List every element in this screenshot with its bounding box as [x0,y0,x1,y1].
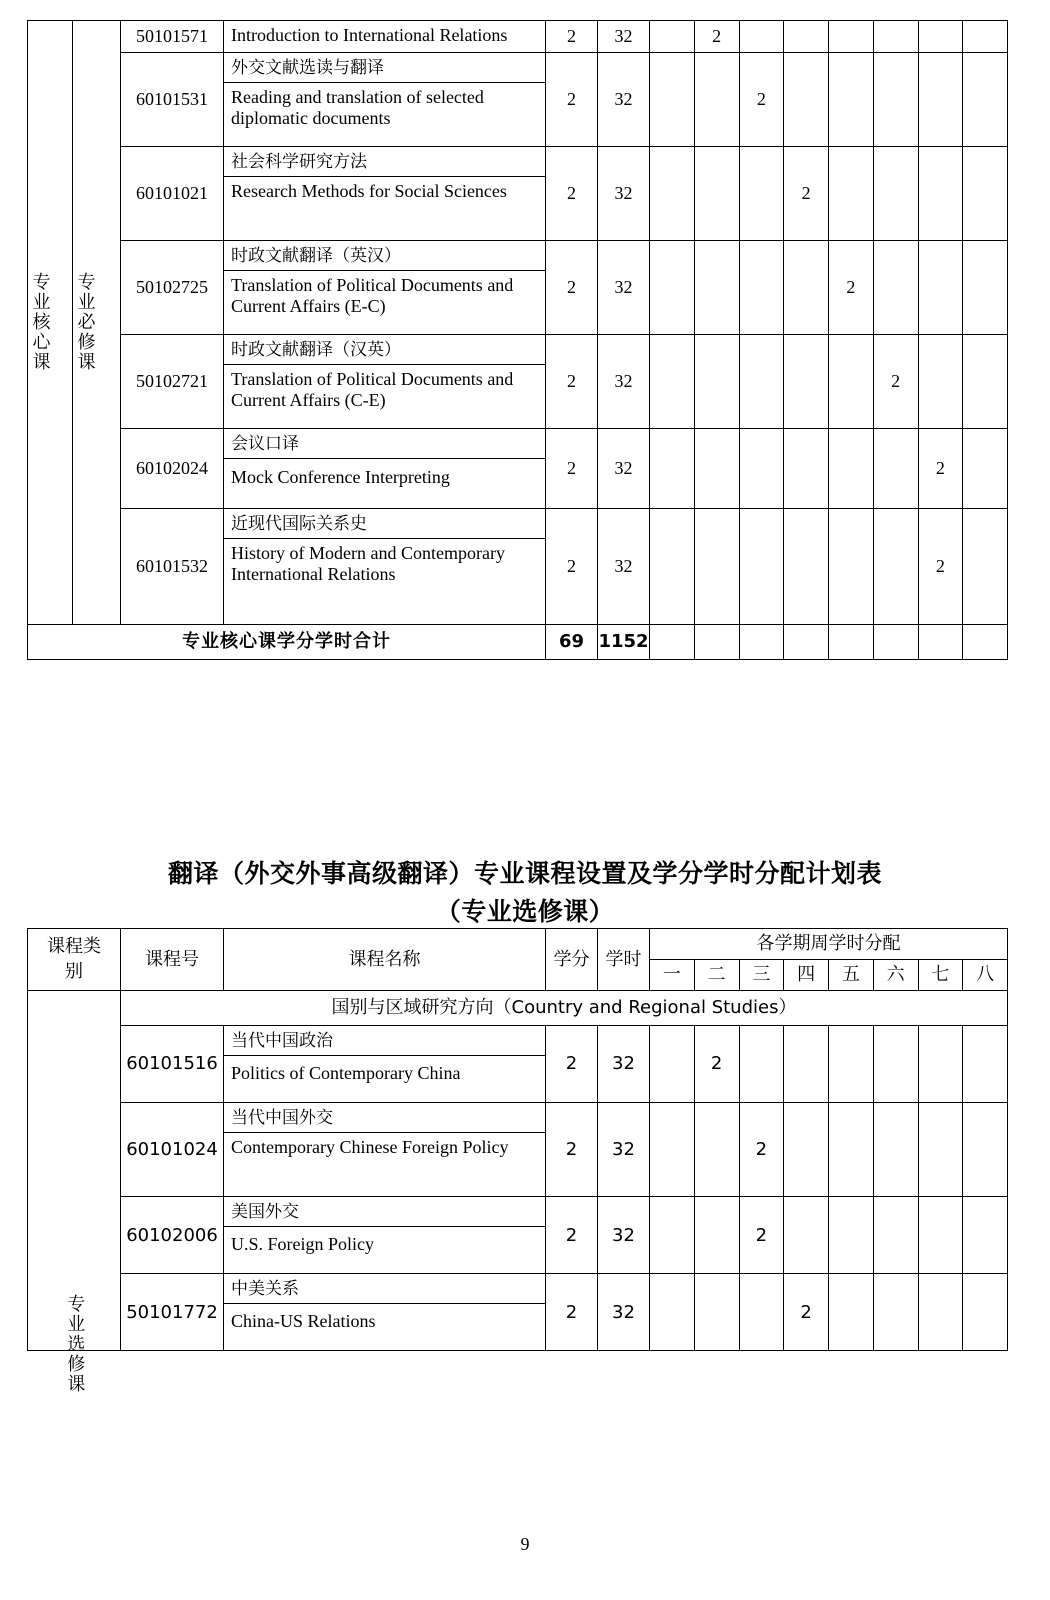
header-semester-group: 各学期周学时分配 [650,929,1008,960]
core-total-sem-4 [784,624,829,659]
course-name [224,21,546,53]
semester-1 [650,508,695,624]
course-name-en: Politics of Contemporary China [231,1063,461,1084]
course-credits: 2 [546,334,598,428]
semester-6 [873,428,918,508]
course-hours: 32 [598,334,650,428]
course-name-cn: 中美关系 [224,1274,545,1304]
section-heading [0,855,1050,930]
semester-7: 2 [918,428,963,508]
course-name-en: History of Modern and Contemporary International Relations [231,542,505,585]
core-total-sem-3 [739,624,784,659]
semester-5 [829,1197,874,1274]
core-total-sem-5 [829,624,874,659]
course-name-cn: 近现代国际关系史 [224,509,545,539]
course-code: 60101532 [121,508,224,624]
page-number: 9 [520,1534,530,1554]
semester-7 [918,1103,963,1197]
semester-3: 2 [739,1103,784,1197]
semester-3 [739,1026,784,1103]
course-credits: 2 [546,21,598,53]
semester-1 [650,1103,695,1197]
course-name-en: Contemporary Chinese Foreign Policy [231,1137,509,1158]
course-credits: 2 [546,52,598,146]
semester-1 [650,334,695,428]
course-name [224,52,546,146]
semester-6 [873,146,918,240]
core-category-cell [28,21,73,625]
course-name-en: Research Methods for Social Sciences [231,180,507,201]
semester-7 [918,1026,963,1103]
elective-header-row-1 [28,929,1008,960]
course-name-en: China-US Relations [231,1311,376,1332]
semester-3 [739,21,784,53]
semester-5 [829,1274,874,1351]
semester-4 [784,508,829,624]
course-code: 60102006 [121,1197,224,1274]
semester-6 [873,21,918,53]
course-hours: 32 [598,146,650,240]
elective-category-cell [28,991,121,1395]
course-name-en: Translation of Political Documents and Current Affairs (E-C) [231,274,514,317]
course-code: 60101516 [121,1026,224,1103]
core-total-hours: 1152 [598,624,650,659]
semester-6 [873,1026,918,1103]
semester-7 [918,52,963,146]
semester-7 [918,146,963,240]
semester-5 [829,334,874,428]
course-name-cn: 当代中国政治 [224,1026,545,1056]
course-hours: 32 [598,508,650,624]
semester-6 [873,52,918,146]
semester-1 [650,21,695,53]
direction-row [28,991,1008,1026]
semester-5 [829,21,874,53]
course-name-cn: 时政文献翻译（汉英） [224,335,545,365]
course-name [224,334,546,428]
semester-6 [873,508,918,624]
semester-3 [739,240,784,334]
table-row [28,334,1008,428]
table-row [28,1103,1008,1197]
core-subcategory-cell [73,21,121,625]
course-name-cn: 社会科学研究方法 [224,147,545,177]
semester-8 [963,1197,1008,1274]
semester-4 [784,428,829,508]
semester-4 [784,1197,829,1274]
core-total-label: 专业核心课学分学时合计 [28,624,546,659]
semester-1 [650,240,695,334]
course-name [224,1103,546,1197]
semester-7: 2 [918,508,963,624]
section-heading-line1: 翻译（外交外事高级翻译）专业课程设置及学分学时分配计划表 [167,859,882,888]
semester-6 [873,1197,918,1274]
course-credits: 2 [546,240,598,334]
semester-4 [784,52,829,146]
section-heading-line2: （专业选修课） [435,896,615,926]
course-hours: 32 [598,428,650,508]
core-total-sem-6 [873,624,918,659]
course-code: 50101571 [121,21,224,53]
course-credits: 2 [546,1103,598,1197]
course-name-cn: 美国外交 [224,1197,545,1227]
core-total-sem-1 [650,624,695,659]
course-name [224,508,546,624]
header-category [28,929,121,991]
course-hours: 32 [598,1197,650,1274]
course-hours: 32 [598,1026,650,1103]
course-hours: 32 [598,240,650,334]
semester-8 [963,1274,1008,1351]
course-credits: 2 [546,508,598,624]
semester-1 [650,428,695,508]
semester-2: 2 [694,21,739,53]
header-semester-6: 六 [873,960,918,991]
semester-4 [784,240,829,334]
semester-8 [963,1026,1008,1103]
course-credits: 2 [546,1274,598,1351]
course-name-cn: 外交文献选读与翻译 [224,53,545,83]
header-hours: 学时 [598,929,650,991]
core-total-sem-7 [918,624,963,659]
course-name-en: Reading and translation of selected diplomatic documents [231,86,484,129]
semester-5 [829,1026,874,1103]
course-name [224,146,546,240]
course-credits: 2 [546,1026,598,1103]
semester-2 [694,508,739,624]
table-row [28,1274,1008,1351]
semester-5: 2 [829,240,874,334]
semester-2 [694,334,739,428]
course-name-en: Mock Conference Interpreting [231,466,450,487]
table-row [28,428,1008,508]
semester-6 [873,1274,918,1351]
semester-8 [963,1103,1008,1197]
direction-heading: 国别与区域研究方向（Country and Regional Studies） [121,991,1008,1026]
course-code: 60101021 [121,146,224,240]
course-code: 50102725 [121,240,224,334]
semester-5 [829,146,874,240]
semester-1 [650,1197,695,1274]
course-name-en: Translation of Political Documents and Current Affairs (C-E) [231,368,514,411]
semester-2 [694,1274,739,1351]
header-semester-1: 一 [650,960,695,991]
header-code: 课程号 [121,929,224,991]
course-credits: 2 [546,1197,598,1274]
semester-2 [694,1197,739,1274]
course-name-cn: 会议口译 [224,429,545,459]
semester-8 [963,52,1008,146]
course-code: 50102721 [121,334,224,428]
header-semester-2: 二 [694,960,739,991]
header-credits: 学分 [546,929,598,991]
course-name [224,240,546,334]
table-row [28,1026,1008,1103]
course-name [224,428,546,508]
header-semester-3: 三 [739,960,784,991]
semester-6: 2 [873,334,918,428]
semester-6 [873,1103,918,1197]
course-code: 60102024 [121,428,224,508]
semester-7 [918,1197,963,1274]
semester-7 [918,1274,963,1351]
semester-4: 2 [784,146,829,240]
semester-1 [650,146,695,240]
semester-4: 2 [784,1274,829,1351]
header-semester-8: 八 [963,960,1008,991]
table-row [28,1197,1008,1274]
table-row [28,21,1008,53]
semester-5 [829,1103,874,1197]
semester-6 [873,240,918,334]
course-credits: 2 [546,146,598,240]
table-row [28,508,1008,624]
semester-8 [963,428,1008,508]
semester-2 [694,240,739,334]
course-hours: 32 [598,52,650,146]
course-name-cn: 当代中国外交 [224,1103,545,1133]
semester-1 [650,52,695,146]
semester-2 [694,1103,739,1197]
core-subcategory-label: 专业必修课 [74,272,96,373]
core-category-label: 专业核心课 [29,272,51,373]
course-name [224,1026,546,1103]
header-category-label: 课程类别 [47,936,101,982]
table-row [28,146,1008,240]
semester-2 [694,146,739,240]
semester-4 [784,21,829,53]
semester-3 [739,1274,784,1351]
semester-8 [963,21,1008,53]
semester-2: 2 [694,1026,739,1103]
core-course-table [27,20,1008,660]
semester-5 [829,428,874,508]
course-name [224,1197,546,1274]
semester-4 [784,1026,829,1103]
semester-1 [650,1274,695,1351]
course-credits: 2 [546,428,598,508]
semester-5 [829,52,874,146]
semester-8 [963,508,1008,624]
semester-2 [694,52,739,146]
semester-3 [739,508,784,624]
course-code: 60101531 [121,52,224,146]
course-hours: 32 [598,21,650,53]
core-total-row [28,624,1008,659]
course-name [224,1274,546,1351]
header-name: 课程名称 [224,929,546,991]
semester-2 [694,428,739,508]
semester-7 [918,240,963,334]
elective-course-table [27,928,1008,1395]
semester-3 [739,428,784,508]
header-semester-7: 七 [918,960,963,991]
core-total-credits: 69 [546,624,598,659]
semester-5 [829,508,874,624]
course-hours: 32 [598,1103,650,1197]
semester-4 [784,334,829,428]
course-hours: 32 [598,1274,650,1351]
semester-7 [918,21,963,53]
course-code: 60101024 [121,1103,224,1197]
semester-8 [963,146,1008,240]
course-code: 50101772 [121,1274,224,1351]
semester-1 [650,1026,695,1103]
semester-7 [918,334,963,428]
core-total-sem-2 [694,624,739,659]
course-name-en: U.S. Foreign Policy [231,1234,375,1255]
semester-3 [739,334,784,428]
course-name-cn: 时政文献翻译（英汉） [224,241,545,271]
semester-3: 2 [739,1197,784,1274]
semester-3 [739,146,784,240]
semester-4 [784,1103,829,1197]
course-name-en: Introduction to International Relations [231,25,508,45]
table-row [28,52,1008,146]
elective-category-label: 专业选修课 [64,1294,86,1395]
table-row [28,240,1008,334]
header-semester-4: 四 [784,960,829,991]
header-semester-5: 五 [829,960,874,991]
semester-3: 2 [739,52,784,146]
semester-8 [963,334,1008,428]
semester-8 [963,240,1008,334]
core-total-sem-8 [963,624,1008,659]
